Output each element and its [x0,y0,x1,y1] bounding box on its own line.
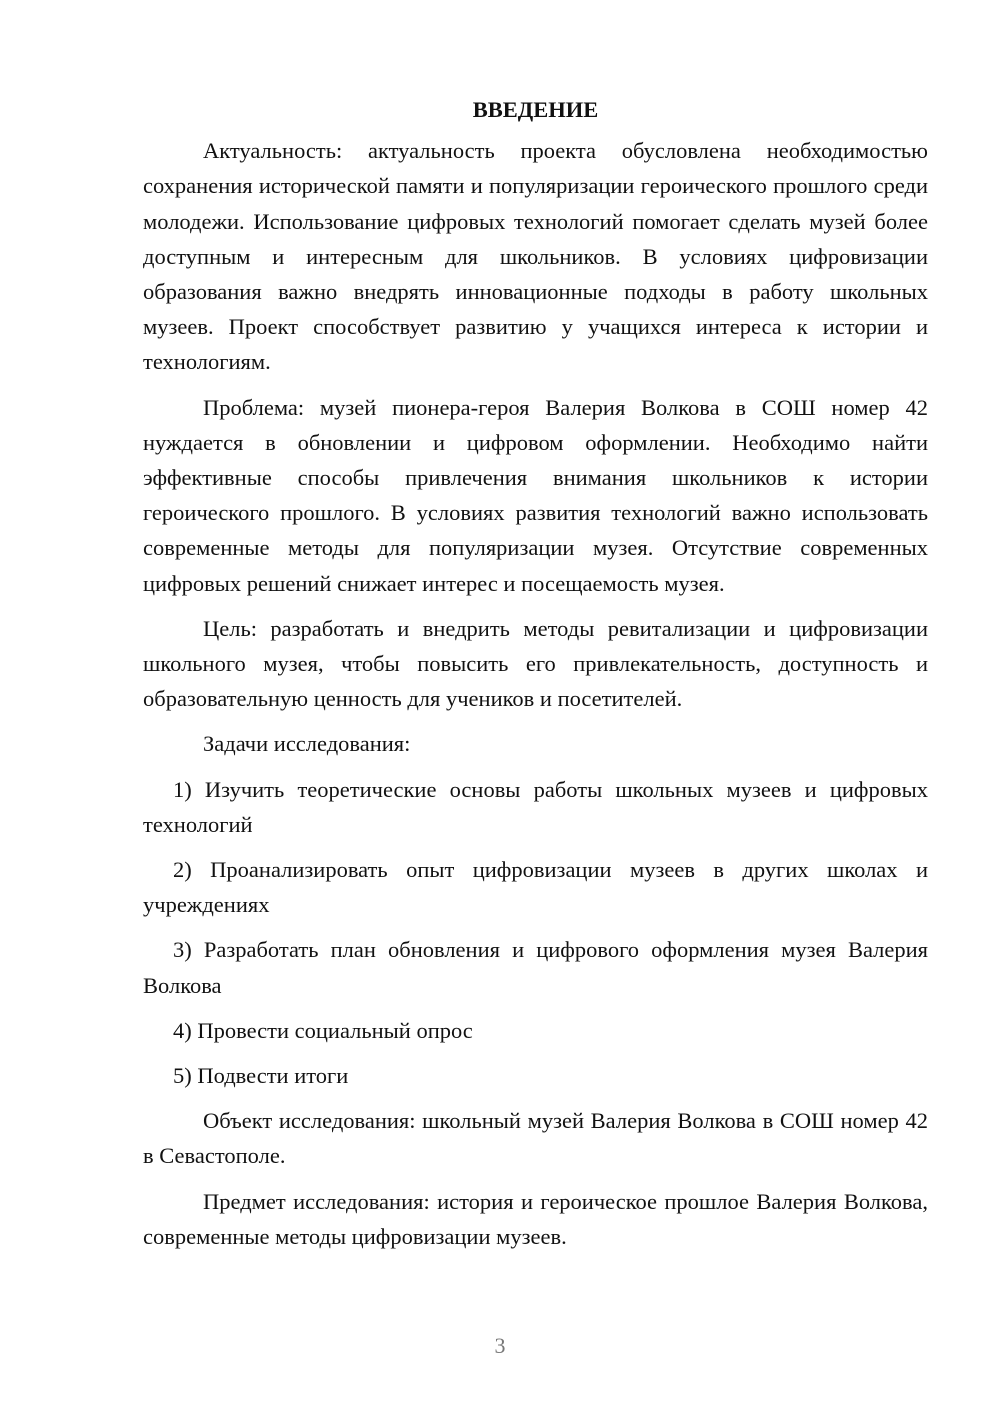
object-paragraph: Объект исследования: школьный музей Валерия Волкова в СОШ номер 42 в Севастополе. [143,1108,928,1169]
relevance-paragraph: Актуальность: актуальность проекта обусловлена необходимостью сохранения исторической памяти и популяризации героического прошлого среди молодежи. Использование цифровых технологий помогает сделать музей более доступным и интересным для школьников. В условиях цифровизации образования важно внедрять инновационные подходы в работу школьных музеев. Проект способствует развитию у учащихся интереса к истории и технологиям. [143,138,928,375]
task-item-1: 1) Изучить теоретические основы работы школьных музеев и цифровых технологий [143,776,928,837]
problem-paragraph: Проблема: музей пионера-героя Валерия Волкова в СОШ номер 42 нуждается в обновлении и цифровом оформлении. Необходимо найти эффективные способы привлечения внимания школьников к истории героического прошлого. В условиях развития технологий важно использовать современные методы для популяризации музея. Отсутствие современных цифровых решений снижает интерес и посещаемость музея. [143,394,928,596]
tasks-title: Задачи исследования: [203,731,411,757]
task-item-2: 2) Проанализировать опыт цифровизации музеев в других школах и учреждениях [143,857,928,918]
page-number: 3 [494,1333,506,1358]
task-item-3: 3) Разработать план обновления и цифрового оформления музея Валерия Волкова [143,937,928,998]
subject-paragraph: Предмет исследования: история и героическое прошлое Валерия Волкова, современные методы цифровизации музеев. [143,1188,928,1249]
goal-paragraph: Цель: разработать и внедрить методы ревитализации и цифровизации школьного музея, чтобы повысить его привлекательность, доступность и образовательную ценность для учеников и посетителей. [143,615,928,712]
task-item-5: 5) Подвести итоги [173,1063,349,1089]
document-page [143,92,928,1264]
task-item-4: 4) Провести социальный опрос [173,1017,473,1043]
page-heading: ВВЕДЕНИЕ [472,97,599,122]
